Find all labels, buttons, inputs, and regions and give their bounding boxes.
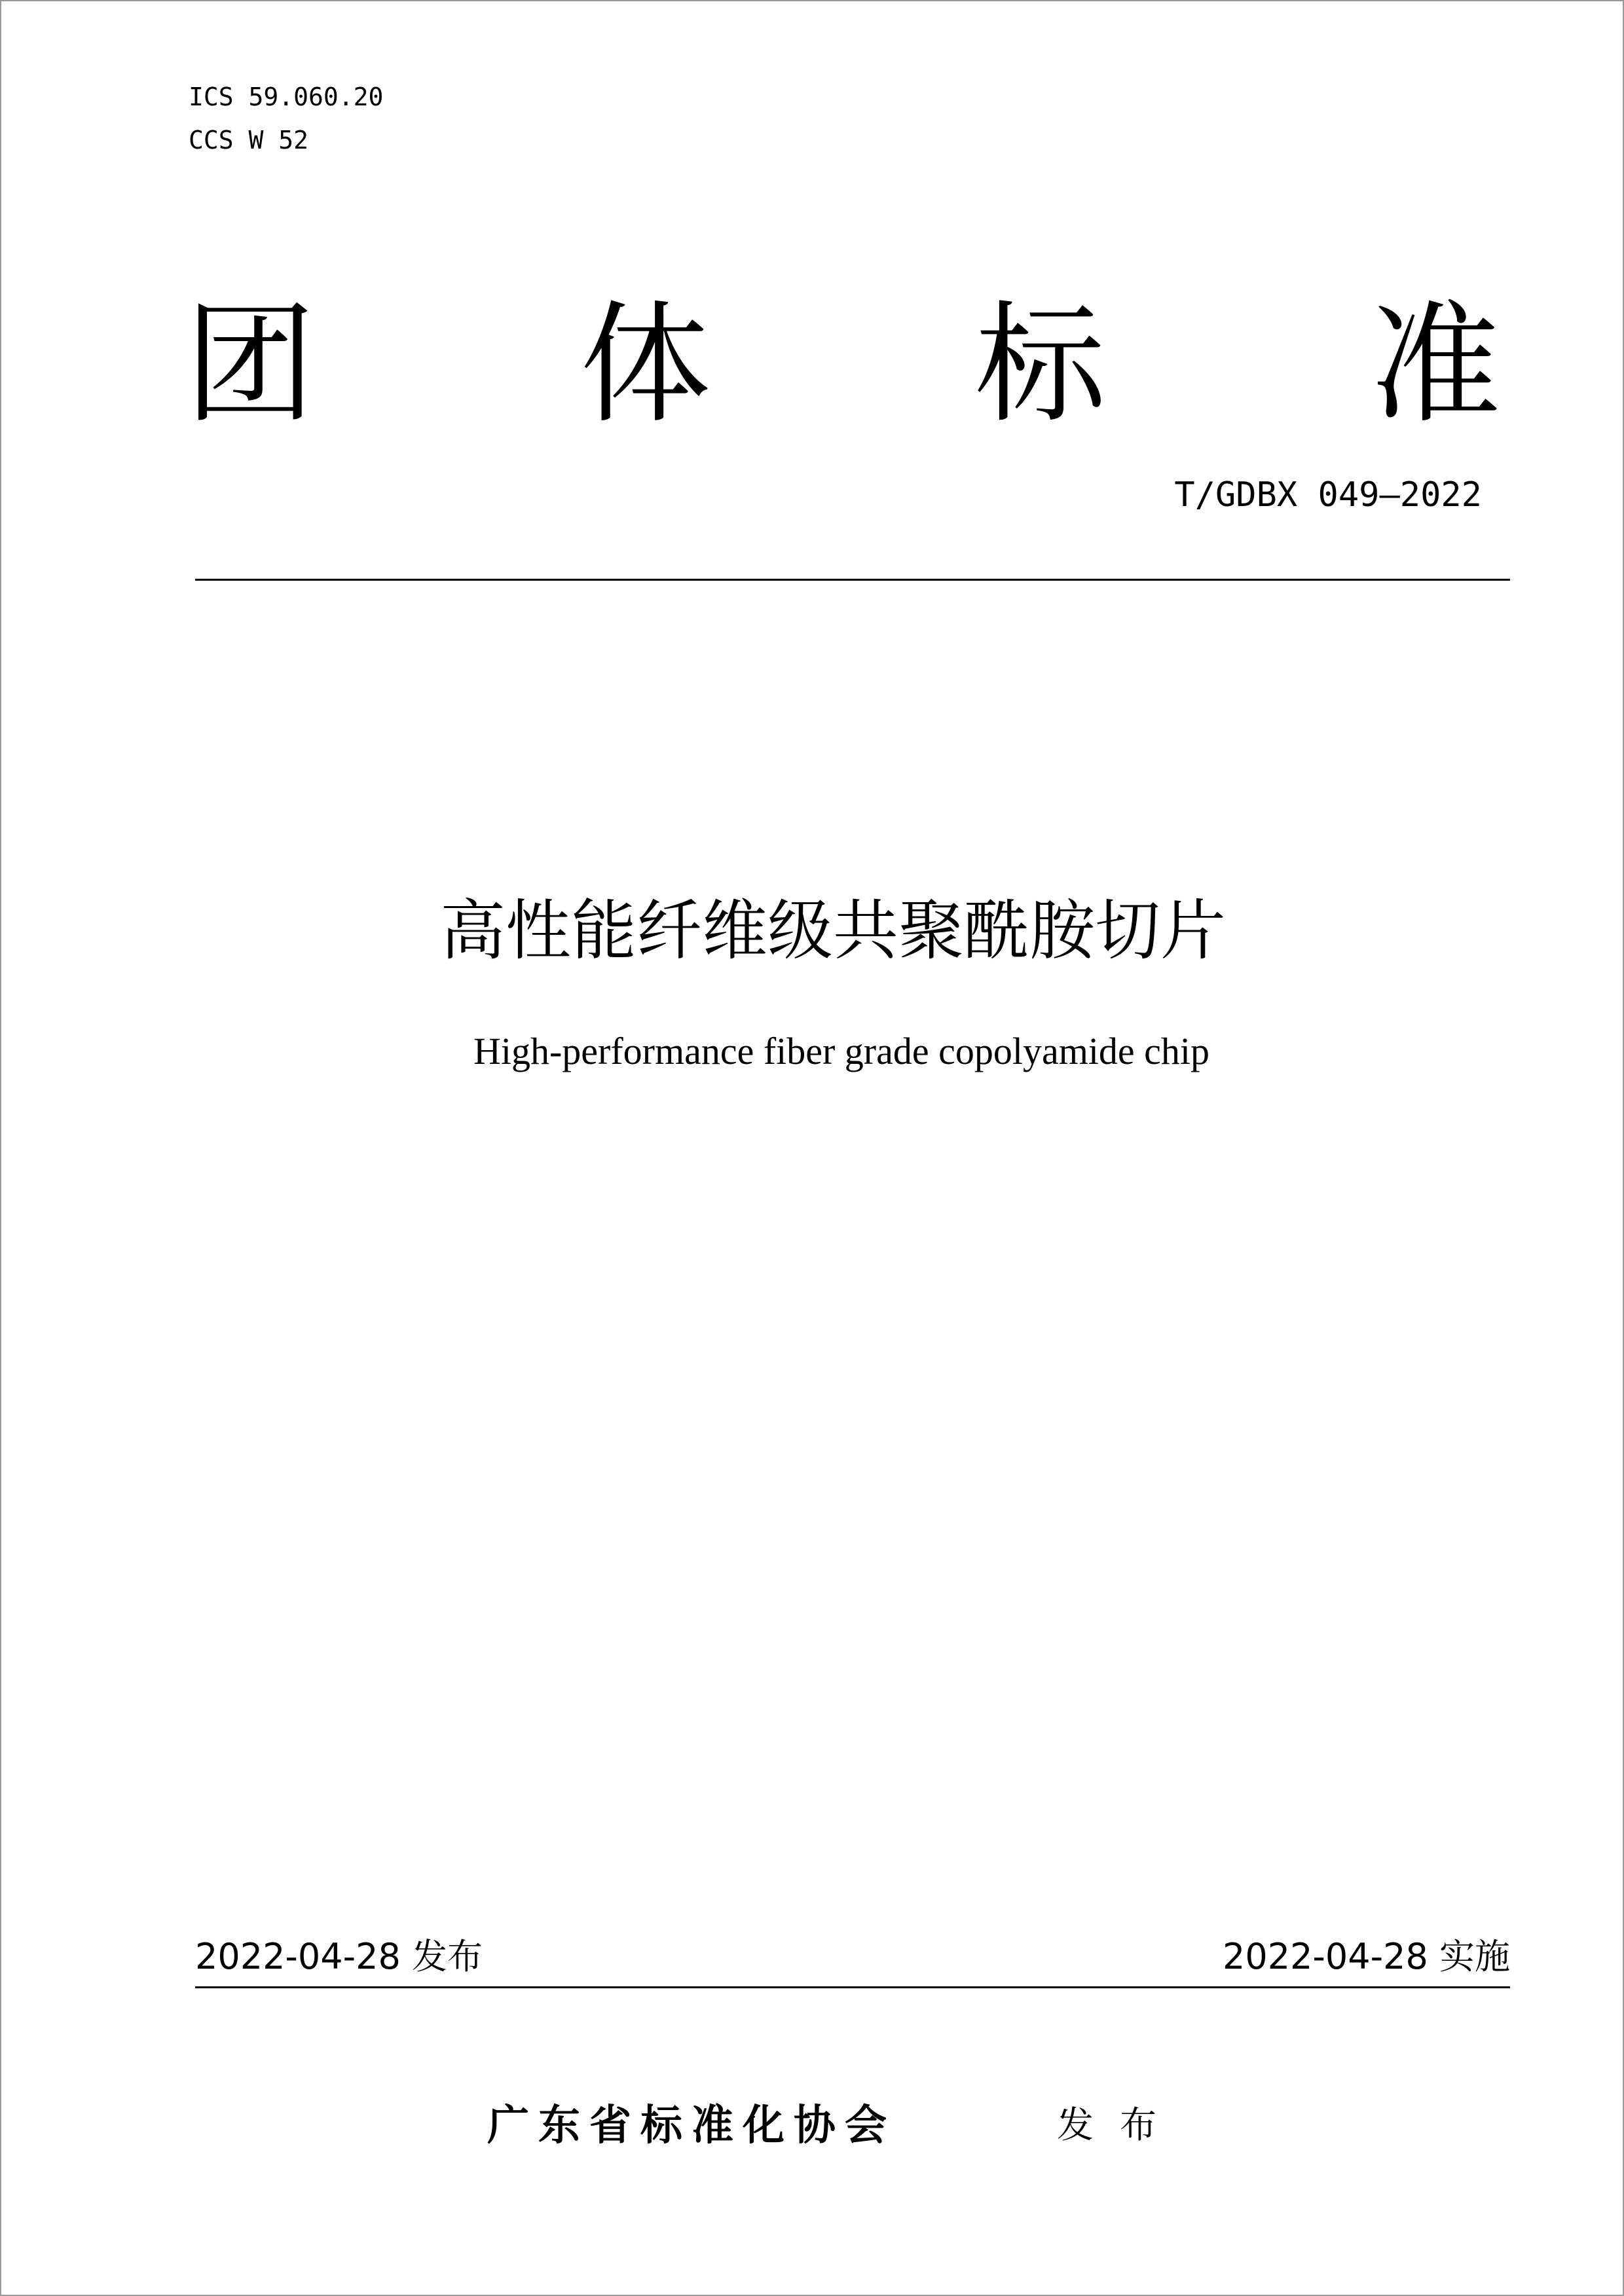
ccs-code: CCS W 52: [189, 126, 309, 155]
standard-number: T/GDBX 049—2022: [1174, 475, 1482, 515]
document-title-en: High-performance fiber grade copolyamide chip: [473, 1030, 1210, 1072]
top-divider: [195, 579, 1510, 581]
heading-char-2: 体: [580, 289, 711, 441]
bottom-divider: [195, 1986, 1510, 1988]
publish-date: 2022-04-28 发布: [195, 1936, 483, 1977]
heading-char-3: 标: [974, 289, 1106, 441]
heading-char-4: 准: [1369, 289, 1501, 441]
heading-char-1: 团: [185, 289, 316, 441]
document-type-heading: [185, 289, 1501, 441]
document-title-cn: 高性能纤维级共聚酰胺切片: [440, 892, 1226, 969]
ics-code: ICS 59.060.20: [189, 82, 384, 111]
issue-label: 发布: [1057, 2104, 1183, 2147]
issuing-organization: 广东省标准化协会: [487, 2102, 896, 2150]
implement-date: 2022-04-28 实施: [1223, 1936, 1510, 1977]
